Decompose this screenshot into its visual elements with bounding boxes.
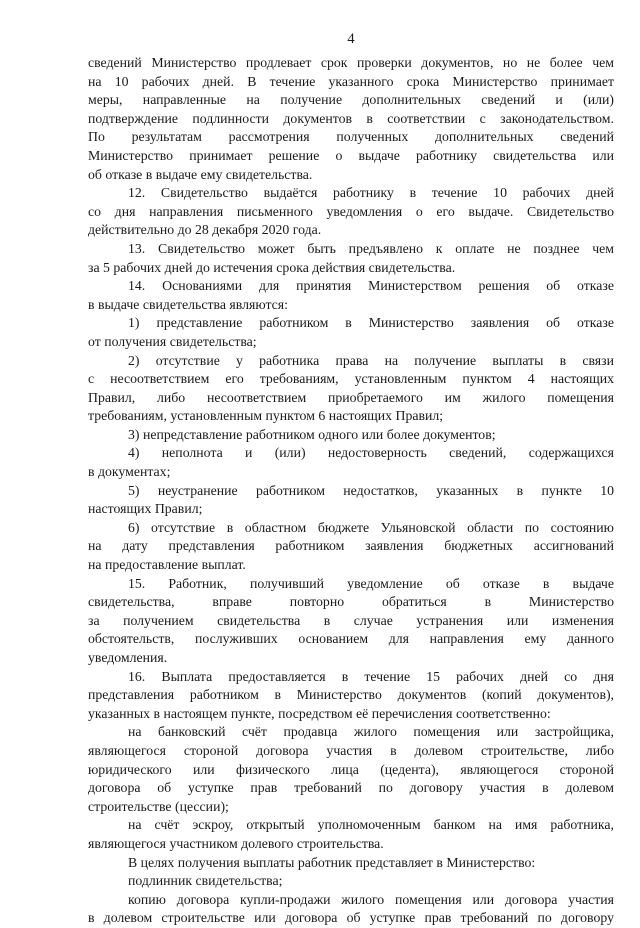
document-body xyxy=(88,54,614,928)
text-line: 2) отсутствие у работника права на получение выплаты в связи xyxy=(128,352,614,368)
text-line: строительстве (цессии); xyxy=(88,798,229,814)
text-line: юридического или физического лица (цедента), являющегося стороной xyxy=(88,761,614,777)
text-line: за получением свидетельства в случае устранения или изменения xyxy=(88,612,614,628)
text-line: настоящих Правил; xyxy=(88,501,203,517)
text-line: об отказе в выдаче ему свидетельства. xyxy=(88,166,313,182)
text-line: в документах; xyxy=(88,464,171,480)
text-line: 14. Основаниями для принятия Министерством решения об отказе xyxy=(128,278,614,294)
text-line: на счёт эскроу, открытый уполномоченным банком на имя работника, xyxy=(128,817,614,833)
text-line: 5) неустранение работником недостатков, указанных в пункте 10 xyxy=(128,482,614,498)
text-line: 1) представление работником в Министерство заявления об отказе xyxy=(128,315,614,331)
text-line: 4) неполнота и (или) недостоверность сведений, содержащихся xyxy=(128,445,614,461)
text-line: 12. Свидетельство выдаётся работнику в течение 10 рабочих дней xyxy=(128,185,614,201)
text-line: на банковский счёт продавца жилого помещения или застройщика, xyxy=(128,724,614,740)
text-line: По результатам рассмотрения полученных дополнительных сведений xyxy=(88,129,614,145)
text-line: 15. Работник, получивший уведомление об отказе в выдаче xyxy=(128,575,614,591)
text-line: на предоставление выплат. xyxy=(88,557,246,573)
text-line: уведомления. xyxy=(88,650,168,665)
text-line: представления работником в Министерство документов (копий документов), xyxy=(88,687,614,703)
text-line: на дату представления работником заявления бюджетных ассигнований xyxy=(88,538,614,554)
text-line: требованиям, установленным пунктом 6 настоящих Правил; xyxy=(88,408,444,424)
text-line: договора об уступке прав требований по договору участия в долевом xyxy=(88,780,614,796)
text-line: В целях получения выплаты работник представляет в Министерство: xyxy=(128,854,536,870)
text-line: 13. Свидетельство может быть предъявлено к оплате не позднее чем xyxy=(128,240,614,256)
text-line: сведений Министерство продлевает срок проверки документов, но не более чем xyxy=(88,55,614,70)
text-line: свидетельства, вправе повторно обратиться в Министерство xyxy=(88,594,614,610)
text-line: в выдаче свидетельства являются: xyxy=(88,296,288,312)
text-line: в долевом строительстве или договора об уступке прав требований по договору xyxy=(88,910,614,926)
text-line: 6) отсутствие в областном бюджете Ульяновской области по состоянию xyxy=(128,519,614,535)
text-line: подтверждение подлинности документов в соответствии с законодательством. xyxy=(88,110,614,126)
text-line: являющегося стороной договора участия в долевом строительстве, либо xyxy=(88,742,614,758)
text-line: Министерство принимает решение о выдаче работнику свидетельства или xyxy=(88,147,614,163)
text-line: меры, направленные на получение дополнительных сведений и (или) xyxy=(88,92,614,108)
text-line: копию договора купли-продажи жилого помещения или договора участия xyxy=(128,891,614,907)
page-number: 4 xyxy=(347,31,355,47)
text-line: являющегося участником долевого строительства. xyxy=(88,835,384,851)
text-line: обстоятельств, послуживших основанием для направления ему данного xyxy=(88,631,614,647)
text-line: за 5 рабочих дней до истечения срока действия свидетельства. xyxy=(88,259,456,275)
text-line: действительно до 28 декабря 2020 года. xyxy=(88,222,322,238)
text-line: Правил, либо несоответствием приобретаемого им жилого помещения xyxy=(88,389,614,405)
text-line: с несоответствием его требованиям, установленным пунктом 4 настоящих xyxy=(88,371,614,387)
text-line: на 10 рабочих дней. В течение указанного срока Министерство принимает xyxy=(88,73,614,89)
text-line: 3) непредставление работником одного или более документов; xyxy=(128,426,496,442)
text-line: подлинник свидетельства; xyxy=(128,873,283,889)
text-line: 16. Выплата предоставляется в течение 15 рабочих дней со дня xyxy=(128,668,614,684)
text-line: со дня направления письменного уведомления о его выдаче. Свидетельство xyxy=(88,203,614,219)
text-line: от получения свидетельства; xyxy=(88,333,257,349)
text-line: указанных в настоящем пункте, посредством её перечисления соответственно: xyxy=(88,705,551,721)
